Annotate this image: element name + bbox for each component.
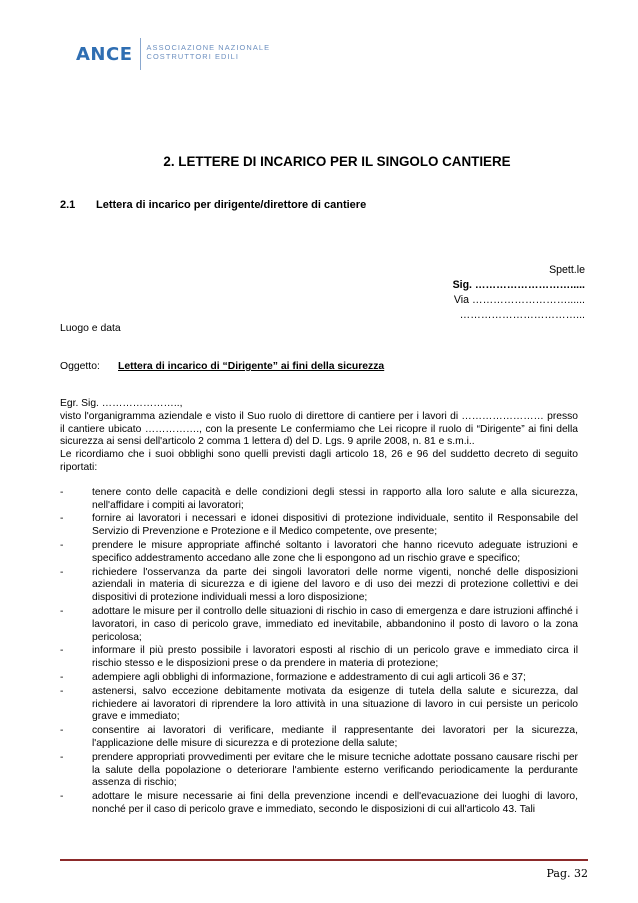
list-item: - adempiere agli obblighi di informazione, formazione e addestramento di cui agli articoli 36 e 37; [60, 672, 578, 685]
section-number: 2.1 [60, 199, 76, 211]
logo-wordmark: ANCE [76, 44, 133, 65]
list-item: - prendere le misure appropriate affinché soltanto i lavoratori che hanno ricevuto adeguate istruzioni e specifico addestramento accedano alle zone che li espongono ad un rischio grave e specifico; [60, 540, 578, 566]
list-item: - adottare le misure per il controllo delle situazioni di rischio in caso di emergenza e dare istruzioni affinché i lavoratori, in caso di pericolo grave, immediato ed inevitabile, abbandonino il posto di lavoro o la zona pericolosa; [60, 606, 578, 644]
paragraph-obligations: Le ricordiamo che i suoi obblighi sono quelli previsti dagli articolo 18, 26 e 96 del suddetto decreto di seguito riportati: [60, 449, 578, 473]
list-item: - adottare le misure necessarie ai fini della prevenzione incendi e dell'evacuazione dei luoghi di lavoro, nonché per il caso di pericolo grave e immediato, secondo le disposizioni di cui all'articolo 43. Tali [60, 791, 578, 817]
address-street: Via ………………………...... [453, 294, 585, 306]
footer-rule [60, 859, 588, 861]
list-item: - astenersi, salvo eccezione debitamente motivata da esigenze di tutela della salute e sicurezza, dal richiedere ai lavoratori di riprendere la loro attività in una situazione di lavoro in cui persiste un pericolo grave e immediato; [60, 686, 578, 724]
subject-line [60, 361, 384, 372]
address-salutation: Spett.le [549, 264, 585, 276]
letter-body [60, 398, 578, 818]
section-heading [60, 199, 366, 211]
recipient-address [453, 263, 585, 323]
obligations-list [60, 487, 578, 817]
list-item: - consentire ai lavoratori di verificare, mediante il rappresentante dei lavoratori per la sicurezza, l'applicazione delle misure di sicurezza e di protezione della salute; [60, 725, 578, 751]
subject-label: Oggetto: [60, 361, 100, 372]
page-number: Pag. 32 [546, 867, 588, 880]
list-item: - informare il più presto possibile i lavoratori esposti al rischio di un pericolo grave e immediato circa il rischio stesso e le disposizioni prese o da prendere in materia di protezione; [60, 645, 578, 671]
list-item: - prendere appropriati provvedimenti per evitare che le misure tecniche adottate possano causare rischi per la salute della popolazione o deteriorare l'ambiente esterno verificando periodicamente la perdurante assenza di rischio; [60, 752, 578, 790]
section-title: Lettera di incarico per dirigente/direttore di cantiere [96, 199, 367, 211]
logo-divider [140, 38, 141, 70]
address-city: ……………………………... [459, 309, 585, 321]
list-item: - tenere conto delle capacità e delle condizioni degli stessi in rapporto alla loro salute e alla sicurezza, nell'affidare i compiti ai lavoratori; [60, 487, 578, 513]
paragraph-intro: visto l'organigramma aziendale e visto il Suo ruolo di direttore di cantiere per i lavori di …………………… presso il cantiere ubicato ……………., con la presente Le confermiamo che Lei ricopre il ruolo di “Dirigente” ai fini della sicurezza ai sensi dell'articolo 2 comma 1 lettera d) del D. Lgs. 9 aprile 2008, n. 81 e s.m.i.. [60, 410, 578, 448]
greeting: Egr. Sig. ………………….., [60, 398, 183, 409]
address-name: Sig. ………………………..... [452, 279, 585, 291]
list-item: - richiedere l'osservanza da parte dei singoli lavoratori delle norme vigenti, nonché delle disposizioni aziendali in materia di sicurezza e di igiene del lavoro e di uso dei mezzi di protezione collettivi e dei dispositivi di protezione individuali messi a loro disposizione; [60, 567, 578, 605]
ance-logo [76, 38, 270, 72]
chapter-title: 2. LETTERE DI INCARICO PER IL SINGOLO CANTIERE [163, 154, 511, 169]
subject-text: Lettera di incarico di “Dirigente” ai fini della sicurezza [118, 361, 385, 372]
place-date: Luogo e data [60, 323, 121, 334]
list-item: - fornire ai lavoratori i necessari e idonei dispositivi di protezione individuale, sentito il Responsabile del Servizio di Prevenzione e Protezione e il Medico competente, ove presente; [60, 513, 578, 539]
logo-subtitle: ASSOCIAZIONE NAZIONALE COSTRUTTORI EDILI [146, 43, 271, 61]
